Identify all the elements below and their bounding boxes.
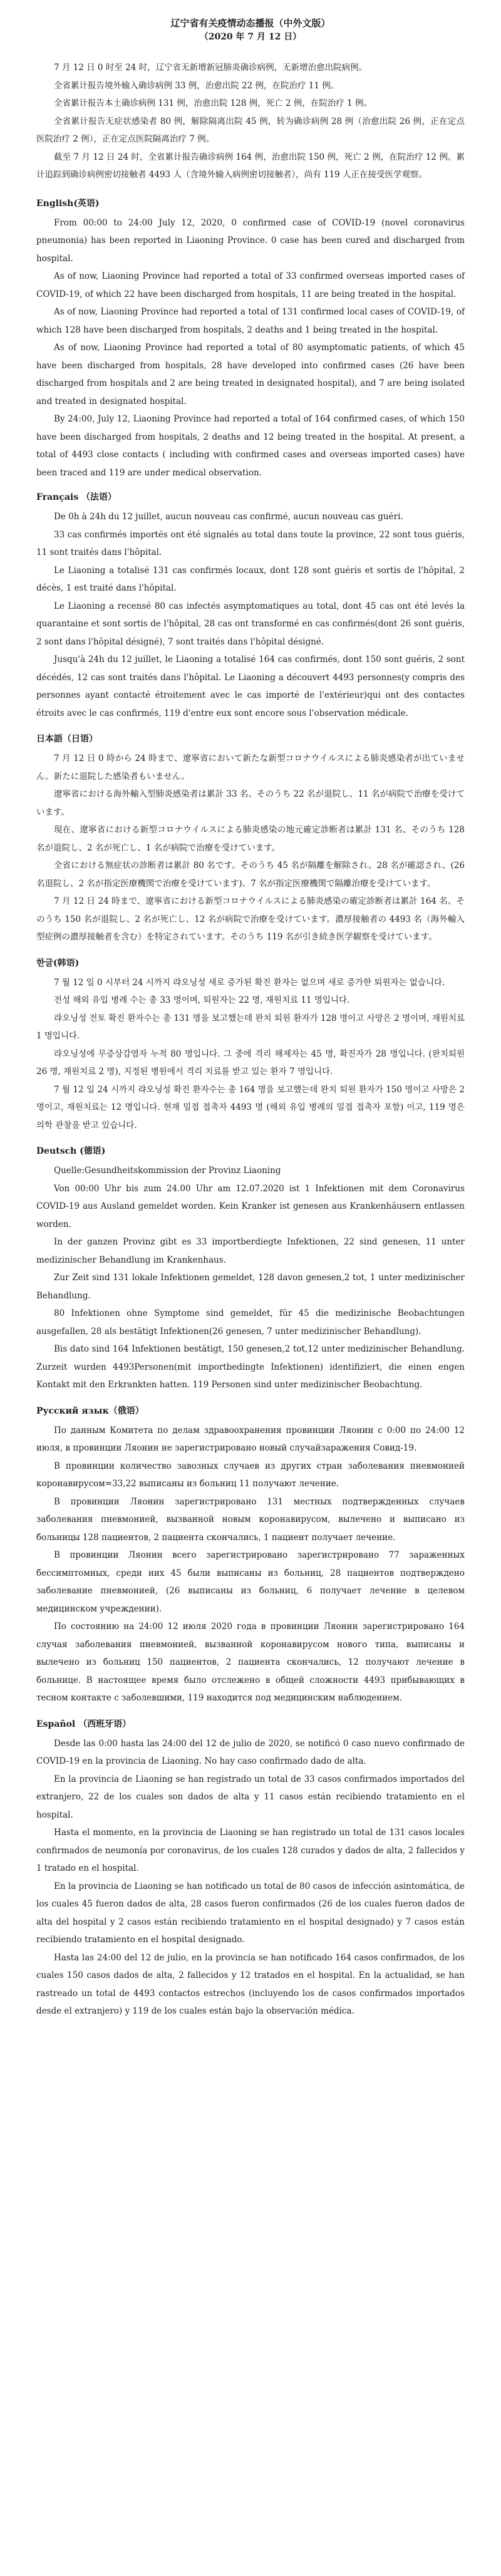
spanish-heading: Español （西班牙语） [36, 1719, 132, 1729]
japanese-paragraph: 7 月 12 日 0 時から 24 時まで、遼寧省において新たな新型コロナウイルスによる肺炎感染者が出ていません。新たに退院した感染者もいません。 [36, 753, 465, 782]
german-paragraph: Quelle:Gesundheitskommission der Provinz Liaoning [54, 1166, 281, 1176]
chinese-paragraph: 全省累计报告本土确诊病例 131 例，治愈出院 128 例，死亡 2 例，在院治疗 1 例。 [54, 98, 373, 108]
english-paragraph: As of now, Liaoning Province had reported a total of 131 confirmed local cases of COVID-19, of which 128 have been discharged from hospitals, 2 deaths and 1 being treated in the hospital. [36, 307, 465, 335]
german-paragraph: Von 00:00 Uhr bis zum 24.00 Uhr am 12.07.2020 ist 1 Infektionen mit dem Coronavirus COVID-19 aus Ausland gemeldet worden. Kein Kranker ist genesen aus Krankenhäusern entlassen worden. [36, 1183, 465, 1229]
korean-paragraph: 랴오닝성에 무증상감염자 누적 80 명입니다. 그 중에 격리 해제자는 45 명, 확진자가 28 명입니다. (완치퇴원 26 명, 재원치료 2 명), 지정된 병원에서 격리 치료를 받고 있는 환자 7 명입니다. [36, 1048, 465, 1077]
english-paragraph: By 24:00, July 12, Liaoning Province had reported a total of 164 confirmed cases, of which 150 have been discharged from hospitals, 2 deaths and 12 being treated in the hospital. At present, a total of 4493 close contacts ( including with confirmed cases and overseas imported cases) have been traced and 119 are under medical observation. [36, 414, 465, 478]
english-paragraph: From 00:00 to 24:00 July 12, 2020, 0 confirmed case of COVID-19 (novel coronavirus pneumonia) has been reported in Liaoning Province. 0 case has been cured and discharged from hospital. [36, 217, 465, 264]
section-spanish [36, 1717, 465, 2020]
russian-paragraph: В провинции Ляонин зарегистрировано 131 местных подтвержденных случаев заболевания пневмонией, вызванной новым коронавирусом, вылечено и выписано из больницы 128 пациентов, 2 пациента скончались, 1 пациент получает лечение. [36, 1496, 465, 1543]
spanish-paragraph: Desde las 0:00 hasta las 24:00 del 12 de julio de 2020, se notificó 0 caso nuevo confirmado de COVID-19 en la provincia de Liaoning. No hay caso confirmado dado de alta. [36, 1738, 465, 1766]
spanish-paragraph: Hasta las 24:00 del 12 de julio, en la provincia se han notificado 164 casos confirmados, de los cuales 150 casos dados de alta, 2 fallecidos y 12 tratados en el hospital. En la actualidad, se han rastreado un total de 4493 contactos estrechos (incluyendo los de casos confirmados importados desde el extranjero) y 119 de los cuales están bajo la observación médica. [36, 1952, 465, 2016]
korean-paragraph: 7 월 12 일 0 시부터 24 시까지 랴오닝성 새로 증가된 확진 환자는 없으며 새로 증가한 퇴원자는 없습니다. [54, 977, 445, 988]
korean-paragraph: 전성 해외 유입 병례 수는 총 33 명이며, 퇴원자는 22 명, 재원치료 11 명입니다. [54, 995, 350, 1005]
chinese-paragraph: 截至 7 月 12 日 24 时，全省累计报告确诊病例 164 例，治愈出院 150 例，死亡 2 例，在院治疗 12 例。累计追踪到确诊病例密切接触者 4493 人（含境外输入病例密切接触者），尚有 119 人正在接受医学观察。 [36, 152, 465, 180]
french-paragraph: De 0h à 24h du 12 juillet, aucun nouveau cas confirmé, aucun nouveau cas guéri. [54, 512, 403, 522]
german-paragraph: Bis dato sind 164 Infektionen bestätigt, 150 genesen,2 tot,12 unter medizinischer Behandlung. Zurzeit wurden 4493Personen(mit importbedingte Infektionen) identifiziert, die einen engen Kontakt mit den Erkrankten hatten. 119 Personen sind unter medizinischer Beobachtung. [36, 1344, 465, 1390]
japanese-paragraph: 遼寧省における海外輸入型肺炎感染者は累計 33 名、そのうち 22 名が退院し、11 名が病院で治療を受けています。 [36, 789, 465, 817]
japanese-paragraph: 7 月 12 日 24 時まで、遼寧省における新型コロナウイルスによる肺炎感染の確定診断者は累計 164 名、そのうち 150 名が退院し、2 名が死亡し、12 名が病院で治療を受けています。濃厚接触者の 4493 名（海外輸入型症例の濃厚接触者を含む）を特定されています。そのうち 119 名が引き続き医学観察を受けています。 [36, 896, 465, 942]
japanese-heading: 日本語（日语） [36, 734, 98, 744]
german-heading: Deutsch (德语) [36, 1146, 106, 1156]
french-paragraph: 33 cas confirmés importés ont été signalés au total dans toute la province, 22 sont tous guéris, 11 sont traités dans l'hôpital. [36, 529, 465, 557]
korean-paragraph: 랴오닝성 전토 확진 환자수는 총 131 명을 보고했는데 완치 퇴원 환자가 128 명이고 사망은 2 명이며, 재원치료 1 명입니다. [36, 1013, 465, 1041]
section-english [36, 197, 465, 482]
german-paragraph: Zur Zeit sind 131 lokale Infektionen gemeldet, 128 davon genesen,2 tot, 1 unter medizinischer Behandlung. [36, 1273, 465, 1301]
spanish-paragraph: En la provincia de Liaoning se han registrado un total de 33 casos confirmados importados del extranjero, 22 de los cuales son dados de alta y 11 casos están recibiendo tratamiento en el hospital. [36, 1774, 465, 1820]
japanese-paragraph: 全省における無症状の診断者は累計 80 名です。そのうち 45 名が隔離を解除され、28 名が確認され、(26 名退院し、2 名が指定医療機関で治療を受けています)、7 名が指定医療機関で隔離治療を受けています。 [36, 861, 465, 889]
section-russian [36, 1404, 465, 1707]
russian-paragraph: В провинции количество завозных случаев из других стран заболевания пневмонией коронавирусом=33,22 выписаны из больниц 11 получают лечение. [36, 1461, 465, 1489]
russian-paragraph: По состоянию на 24:00 12 июля 2020 года в провинции Ляонин зарегистрировано 164 случая заболевания пневмонией, вызванной коронавирусом нового типа, выписаны и вылечено из больниц 150 пациентов, 2 пациента скончались, 12 получают лечение в больнице. В настоящее время было отслежено в общей сложности 4493 прибывающих в тесном контакте с заболевшими, 119 находится под медицинским наблюдением. [36, 1622, 465, 1703]
german-paragraph: 80 Infektionen ohne Symptome sind gemeldet, für 45 die medizinische Beobachtungen ausgefallen, 28 als bestätigt Infektionen(26 genesen, 7 unter medizinischer Behandlung). [36, 1308, 465, 1337]
korean-paragraph: 7 월 12 일 24 시까지 랴오닝성 확진 환자수는 총 164 명을 보고했는데 완치 퇴원 환자가 150 명이고 사망은 2 명이고, 재원치료는 12 명입니다. 현재 밀접 접촉자 4493 명 (해외 유입 병례의 밀접 접촉자 포함) 이고, 119 명은 의학 관찰을 받고 있습니다. [36, 1084, 465, 1130]
section-japanese [36, 732, 465, 946]
section-french [36, 490, 465, 722]
section-german [36, 1144, 465, 1394]
section-chinese [36, 59, 465, 184]
french-paragraph: Jusqu'à 24h du 12 juillet, le Liaoning a totalisé 164 cas confirmés, dont 150 sont guéris, 2 sont décédés, 12 cas sont traités dans l'hôpital. Le Liaoning a découvert 4493 personnes(y compris des personnes ayant contacté étroitement avec le cas importé de l'extérieur)qui ont des contactes étroits avec le cas confirmés, 119 d'entre eux sont encore sous l'observation médicale. [36, 654, 465, 718]
chinese-paragraph: 全省累计报告无症状感染者 80 例，解除隔离出院 45 例，转为确诊病例 28 例（治愈出院 26 例，正在定点医院治疗 2 例），正在定点医院隔离治疗 7 例。 [36, 116, 465, 144]
korean-heading: 한글(韩语) [36, 958, 80, 968]
spanish-paragraph: En la provincia de Liaoning se han notificado un total de 80 casos de infección asintomática, de los cuales 45 fueron dados de alta, 28 casos fueron confirmados (26 de los cuales fueron dados de alta del hospital y 2 casos están recibiendo tratamiento en el hospital designado) y 7 casos están recibiendo tratamiento en el hospital designado. [36, 1881, 465, 1945]
russian-paragraph: По данным Комитета по делам здравоохранения провинции Ляонин с 0:00 по 24:00 12 июля, в провинции Ляонин не зарегистрировано новый случайзаражения Совид-19. [36, 1425, 465, 1453]
spanish-paragraph: Hasta el momento, en la provincia de Liaoning se han registrado un total de 131 casos locales confirmados de neumonía por coronavirus, de los cuales 128 curados y dados de alta, 2 fallecidos y 1 tratado en el hospital. [36, 1828, 465, 1873]
french-paragraph: Le Liaoning a totalisé 131 cas confirmés locaux, dont 128 sont guéris et sortis de l'hôpital, 2 décès, 1 est traité dans l'hôpital. [36, 565, 465, 593]
english-paragraph: As of now, Liaoning Province had reported a total of 80 asymptomatic patients, of which 45 have been discharged from hospitals, 28 have developed into confirmed cases (26 have been discharged from hospitals and 2 are being treated in designated hospital), and 7 are being isolated and treated in designated hospital. [36, 343, 465, 406]
english-paragraph: As of now, Liaoning Province had reported a total of 33 confirmed overseas imported cases of COVID-19, of which 22 have been discharged from hospitals, 11 are being treated in the hospital. [36, 271, 465, 299]
document-title: 辽宁省有关疫情动态播报（中外文版） [170, 18, 331, 29]
chinese-paragraph: 全省累计报告境外输入确诊病例 33 例，治愈出院 22 例，在院治疗 11 例。 [54, 80, 339, 91]
german-paragraph: In der ganzen Provinz gibt es 33 importberdiegte Infektionen, 22 sind genesen, 11 unter medizinischer Behandlung im Krankenhaus. [36, 1237, 465, 1265]
english-heading: English(英语) [36, 198, 100, 209]
russian-heading: Русский язык（俄语） [36, 1405, 144, 1416]
french-heading: Français （法语） [36, 492, 116, 502]
french-paragraph: Le Liaoning a recensé 80 cas infectés asymptomatiques au total, dont 45 cas ont été levés la quarantaine et sont sortis de l'hôpital, 28 cas ont transformé en cas confirmés(dont 26 sont guéris, 2 sont dans l'hôpital désigné), 7 sont traités dans l'hôpital désigné. [36, 601, 465, 647]
section-korean [36, 956, 465, 1135]
russian-paragraph: В провинции Ляонин всего зарегистрировано зарегистрировано 77 зараженных бессимптомных, среди них 45 были выписаны из больниц, 28 пациентов подтверждено заболевание пневмонией, (26 выписаны из больниц, 6 получает лечение в целевом медицинском учреждении). [36, 1550, 465, 1614]
document-date: （2020 年 7 月 12 日） [199, 32, 302, 42]
chinese-paragraph: 7 月 12 日 0 时至 24 时，辽宁省无新增新冠肺炎确诊病例，无新增治愈出院病例。 [54, 63, 368, 73]
japanese-paragraph: 現在、遼寧省における新型コロナウイルスによる肺炎感染の地元確定診断者は累計 131 名、そのうち 128 名が退院し、2 名が死亡し、1 名が病院で治療を受けています。 [36, 825, 465, 853]
